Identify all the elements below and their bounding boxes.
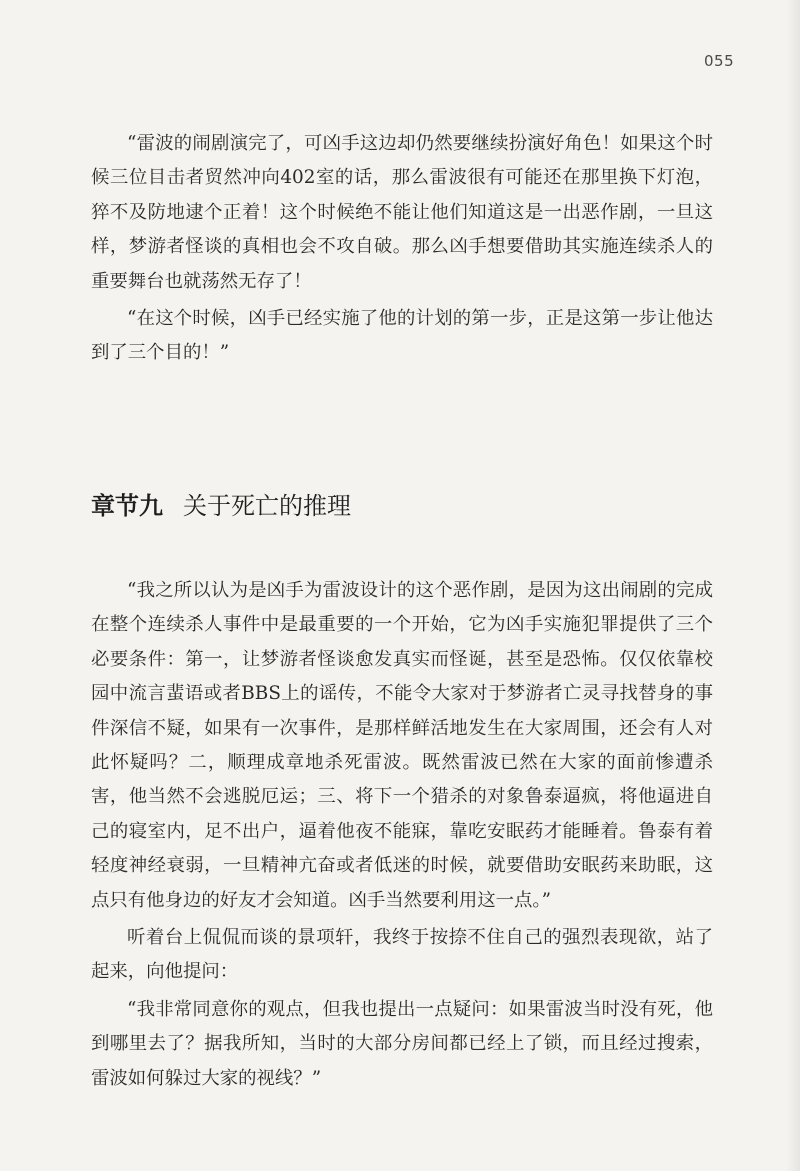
- text-section-2: [91, 574, 713, 1099]
- text-section-1: [91, 127, 713, 374]
- paragraph: “我非常同意你的观点，但我也提出一点疑问：如果雷波当时没有死，他到哪里去了？据我所知，当时的大部分房间都已经上了锁，而且经过搜索，雷波如何躲过大家的视线？”: [91, 998, 713, 1089]
- paragraph: 听着台上侃侃而谈的景项轩，我终于按捺不住自己的强烈表现欲，站了起来，向他提问：: [91, 927, 713, 983]
- paragraph: “我之所以认为是凶手为雷波设计的这个恶作剧，是因为这出闹剧的完成在整个连续杀人事件中是最重要的一个开始，它为凶手实施犯罪提供了三个必要条件：第一，让梦游者怪谈愈发真实而怪诞，甚至是恐怖。仅仅依靠校园中流言蜚语或者BBS上的谣传，不能令大家对于梦游者亡灵寻找替身的事件深信不疑，如果有一次事件，是那样鲜活地发生在大家周围，还会有人对此怀疑吗？二，顺理成章地杀死雷波。既然雷波已然在大家的面前惨遭杀害，他当然不会逃脱厄运；三、将下一个猎杀的对象鲁泰逼疯，将他逼进自己的寝室内，足不出户，逼着他夜不能寐，靠吃安眠药才能睡着。鲁泰有着轻度神经衰弱，一旦精神亢奋或者低迷的时候，就要借助安眠药来助眠，这点只有他身边的好友才会知道。凶手当然要利用这一点。”: [91, 580, 713, 911]
- page-number: 055: [704, 52, 735, 70]
- chapter-label: 章节九: [91, 492, 163, 520]
- paragraph: “在这个时候，凶手已经实施了他的计划的第一步，正是这第一步让他达到了三个目的！”: [91, 308, 713, 364]
- page-edge-shadow: [786, 0, 800, 1171]
- chapter-title: 关于死亡的推理: [183, 492, 351, 520]
- chapter-heading: [91, 486, 351, 521]
- paragraph: “雷波的闹剧演完了，可凶手这边却仍然要继续扮演好角色！如果这个时候三位目击者贸然冲向402室的话，那么雷波很有可能还在那里换下灯泡，猝不及防地逮个正着！这个时候绝不能让他们知道这是一出恶作剧，一旦这样，梦游者怪谈的真相也会不攻自破。那么凶手想要借助其实施连续杀人的重要舞台也就荡然无存了！: [91, 133, 713, 292]
